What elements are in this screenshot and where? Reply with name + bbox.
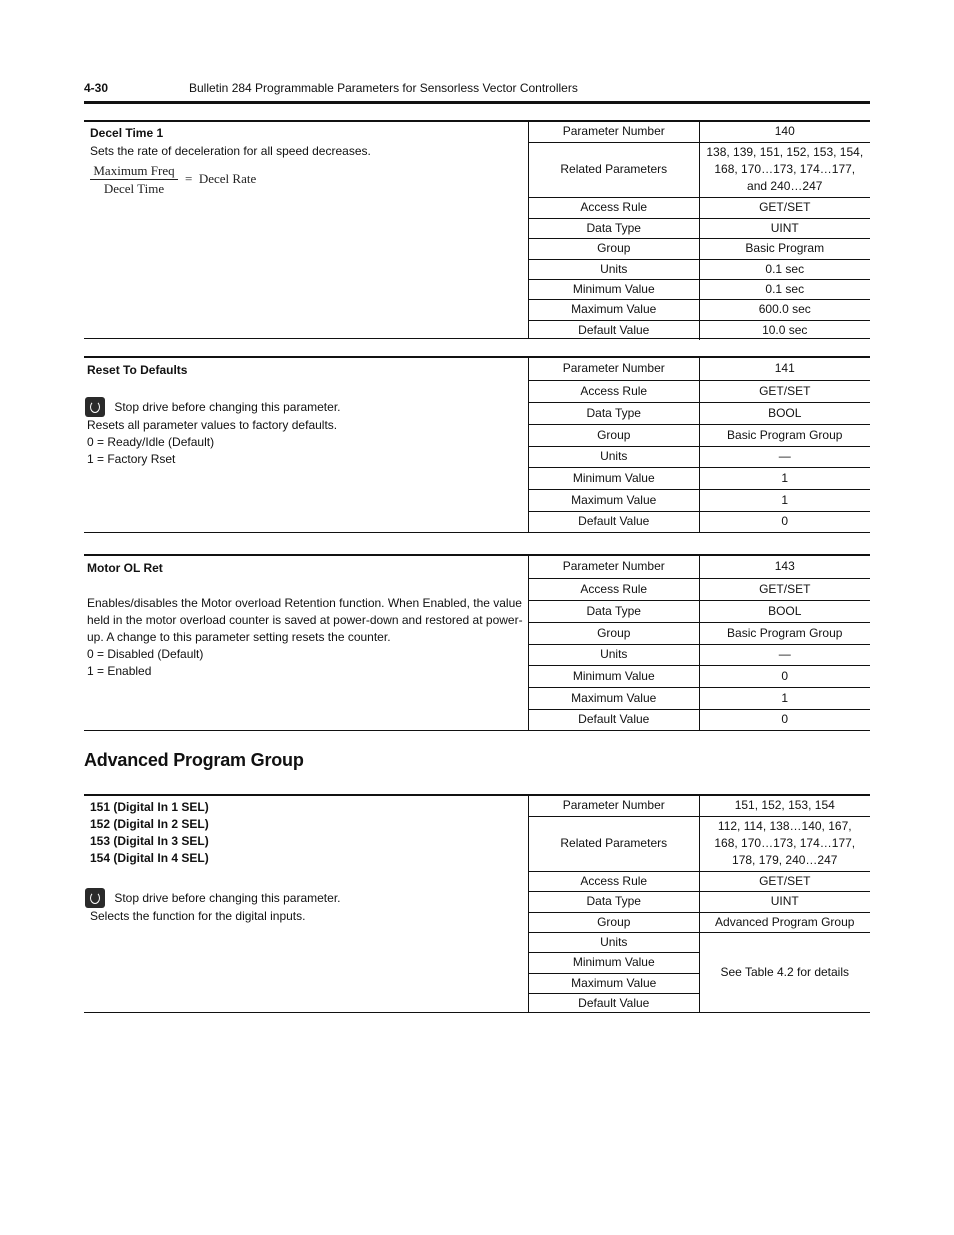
- param-row: [529, 402, 870, 424]
- param-row: [529, 644, 870, 665]
- param-value: GET/SET: [699, 578, 870, 600]
- param-row: [529, 578, 870, 600]
- param-table: [529, 122, 870, 340]
- param-row: [529, 796, 870, 816]
- param-row: [529, 622, 870, 644]
- param-value: GET/SET: [699, 197, 870, 218]
- param-lines: [87, 417, 337, 468]
- param-description: [84, 122, 529, 338]
- param-row: [529, 358, 870, 380]
- param-label: Default Value: [529, 511, 699, 532]
- param-value-line: 178, 179, 240…247: [732, 853, 838, 867]
- param-label: Access Rule: [529, 578, 699, 600]
- stop-text: Stop drive before changing this parameter.: [114, 890, 341, 905]
- param-line: 1 = Factory Rset: [87, 452, 176, 466]
- param-row: [529, 600, 870, 622]
- param-value: —: [699, 446, 870, 467]
- param-row: [529, 556, 870, 578]
- param-line: Resets all parameter values to factory defaults.: [87, 418, 338, 432]
- param-row: [529, 259, 870, 279]
- param-value-line: and 240…247: [747, 179, 823, 193]
- param-label: Default Value: [529, 709, 699, 730]
- param-value: 1: [699, 467, 870, 489]
- page-title: Bulletin 284 Programmable Parameters for Sensorless Vector Controllers: [189, 81, 578, 95]
- param-label: Related Parameters: [529, 816, 699, 871]
- param-row: [529, 665, 870, 687]
- param-label: Minimum Value: [529, 665, 699, 687]
- param-value: 10.0 sec: [762, 322, 808, 337]
- param-row: [529, 218, 870, 238]
- param-label: Minimum Value: [529, 279, 699, 299]
- formula-equals: = Decel Rate: [185, 171, 257, 186]
- param-label: Default Value: [529, 320, 699, 340]
- param-value: 0: [781, 712, 789, 727]
- param-value: UINT: [699, 218, 870, 238]
- stop-drive-icon: [85, 397, 105, 417]
- decel-formula: [90, 163, 290, 199]
- param-value: UINT: [699, 891, 870, 912]
- param-label: Access Rule: [529, 871, 699, 891]
- param-label: Group: [529, 912, 699, 932]
- param-label: Maximum Value: [529, 299, 699, 320]
- param-title: 152 (Digital In 2 SEL): [90, 817, 209, 831]
- param-description: [84, 796, 529, 1012]
- param-label: Minimum Value: [529, 467, 699, 489]
- page-header: [84, 80, 870, 104]
- param-label: Maximum Value: [529, 687, 699, 709]
- param-lines: [87, 595, 527, 680]
- param-value: 1: [699, 489, 870, 511]
- param-block-reset-defaults: [84, 356, 870, 533]
- param-row: [529, 238, 870, 259]
- stop-notice: [85, 888, 340, 910]
- param-value: 600.0 sec: [699, 299, 870, 320]
- param-label: Maximum Value: [529, 973, 699, 993]
- formula-fraction: [90, 163, 178, 197]
- param-value: [699, 142, 870, 197]
- param-label: Data Type: [529, 600, 699, 622]
- param-value-merged: See Table 4.2 for details: [720, 965, 850, 980]
- param-title: 151 (Digital In 1 SEL): [90, 800, 209, 814]
- param-row: [529, 122, 870, 142]
- param-line: 0 = Disabled (Default): [87, 647, 204, 661]
- stop-notice: [85, 397, 340, 419]
- param-row: [529, 687, 870, 709]
- param-value: Basic Program: [699, 238, 870, 259]
- param-label: Access Rule: [529, 197, 699, 218]
- param-row: [529, 320, 870, 340]
- param-value: Advanced Program Group: [699, 912, 870, 932]
- param-line: held in the motor overload counter is saved at power-down and restored at power-: [87, 613, 523, 627]
- param-line: 0 = Ready/Idle (Default): [87, 435, 215, 449]
- formula-result: Decel Rate: [198, 171, 257, 186]
- param-row: [529, 891, 870, 912]
- param-label: Units: [529, 446, 699, 467]
- param-table: [529, 796, 870, 1013]
- stop-drive-icon: [85, 888, 105, 908]
- param-label: Parameter Number: [529, 122, 699, 142]
- param-row: [529, 142, 870, 197]
- param-label: Group: [529, 424, 699, 446]
- param-block-motor-ol-ret: [84, 554, 870, 731]
- param-label: Access Rule: [529, 380, 699, 402]
- param-label: Default Value: [529, 993, 699, 1013]
- param-value-line: 112, 114, 138…140, 167,: [717, 819, 852, 833]
- param-label: Parameter Number: [529, 556, 699, 578]
- param-block-decel-time: [84, 120, 870, 339]
- param-title: 153 (Digital In 3 SEL): [90, 834, 209, 848]
- page-number: 4-30: [84, 81, 109, 95]
- param-row: [529, 709, 870, 730]
- param-row: [529, 871, 870, 891]
- param-row: [529, 299, 870, 320]
- param-title: Decel Time 1: [90, 126, 164, 140]
- param-value: BOOL: [699, 600, 870, 622]
- param-row: [529, 467, 870, 489]
- param-value: Basic Program Group: [699, 622, 870, 644]
- param-value: —: [699, 644, 870, 665]
- formula-denominator: Decel Time: [103, 181, 165, 196]
- param-row: [529, 511, 870, 532]
- formula-numerator: Maximum Freq: [90, 163, 178, 180]
- param-row: [529, 446, 870, 467]
- param-value: Basic Program Group: [699, 424, 870, 446]
- param-row: [529, 912, 870, 932]
- param-value: 151, 152, 153, 154: [699, 796, 870, 816]
- param-table: [529, 556, 870, 730]
- param-description: [84, 556, 529, 730]
- param-line: up. A change to this parameter setting resets the counter.: [87, 630, 391, 644]
- param-value: 0: [781, 514, 789, 529]
- param-label: Data Type: [529, 402, 699, 424]
- param-label: Group: [529, 622, 699, 644]
- param-row: [529, 197, 870, 218]
- param-title: Motor OL Ret: [87, 561, 163, 575]
- param-row: [529, 279, 870, 299]
- param-value: BOOL: [699, 402, 870, 424]
- param-value: [699, 816, 870, 871]
- param-label: Related Parameters: [529, 142, 699, 197]
- param-table: [529, 358, 870, 532]
- param-value: 140: [699, 122, 870, 142]
- param-line: 1 = Enabled: [87, 664, 152, 678]
- param-row: [529, 489, 870, 511]
- param-value: GET/SET: [699, 380, 870, 402]
- param-label: Units: [529, 644, 699, 665]
- param-value-line: 138, 139, 151, 152, 153, 154,: [706, 145, 864, 159]
- param-label: Maximum Value: [529, 489, 699, 511]
- param-value: GET/SET: [699, 871, 870, 891]
- param-value: 1: [699, 687, 870, 709]
- param-label: Parameter Number: [529, 796, 699, 816]
- param-label: Parameter Number: [529, 358, 699, 380]
- param-label: Data Type: [529, 218, 699, 238]
- param-row: [529, 380, 870, 402]
- param-value: 0: [699, 665, 870, 687]
- param-value-line: 168, 170…173, 174…177,: [714, 836, 856, 850]
- stop-text: Stop drive before changing this parameter.: [114, 399, 341, 414]
- section-heading: Advanced Program Group: [84, 750, 304, 770]
- param-title: Reset To Defaults: [87, 363, 188, 377]
- param-value: 143: [699, 556, 870, 578]
- param-description: [84, 358, 529, 532]
- param-value: 141: [699, 358, 870, 380]
- param-row: [529, 816, 870, 871]
- param-row: [529, 424, 870, 446]
- param-label: Group: [529, 238, 699, 259]
- param-text: Sets the rate of deceleration for all speed decreases.: [90, 144, 371, 158]
- param-label: Units: [529, 932, 699, 952]
- param-title: 154 (Digital In 4 SEL): [90, 851, 209, 865]
- param-text: Selects the function for the digital inputs.: [90, 909, 306, 923]
- param-label: Data Type: [529, 891, 699, 912]
- param-label: Units: [529, 259, 699, 279]
- param-titles: [90, 799, 209, 867]
- param-value: 0.1 sec: [699, 259, 870, 279]
- param-block-digital-in-sel: [84, 794, 870, 1013]
- param-row: [529, 932, 870, 952]
- param-label: Minimum Value: [529, 952, 699, 973]
- param-line: Enables/disables the Motor overload Retention function. When Enabled, the value: [87, 596, 522, 610]
- param-value: 0.1 sec: [699, 279, 870, 299]
- param-value-line: 168, 170…173, 174…177,: [714, 162, 856, 176]
